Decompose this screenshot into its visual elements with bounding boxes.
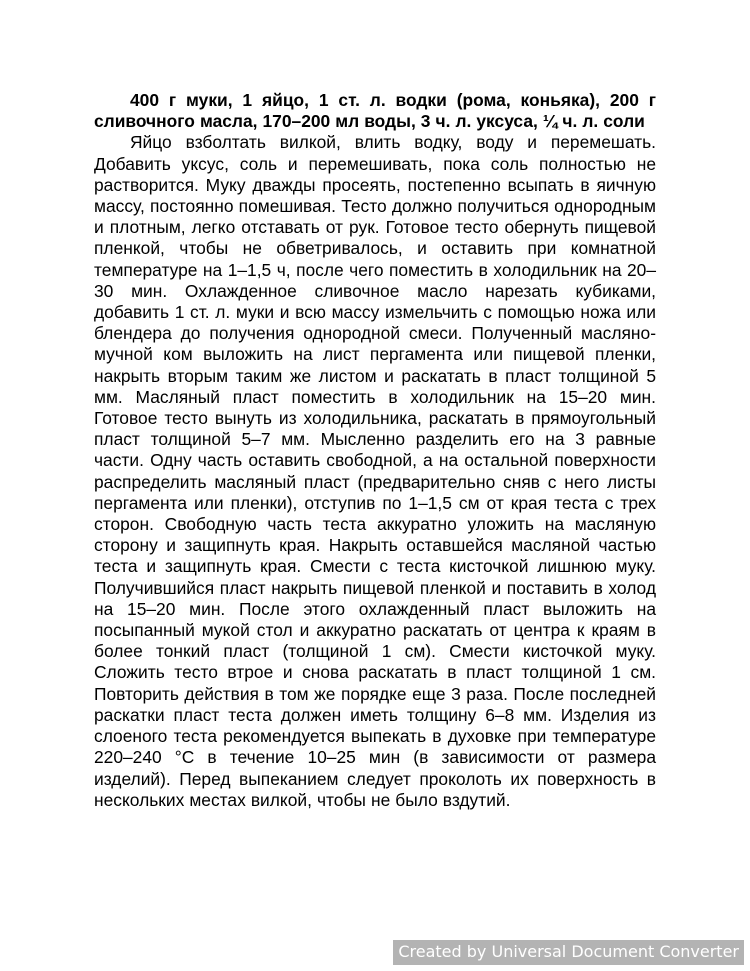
converter-watermark: Created by Universal Document Converter — [393, 940, 744, 965]
instructions-paragraph: Яйцо взболтать вилкой, влить водку, воду и перемешать. Добавить уксус, соль и перемешивать, пока соль полностью не растворится. Муку дважды просеять, постепенно всыпать в яичную массу, постоянно помешивая. Тесто должно получиться однородным и плотным, легко отставать от рук. Готовое тесто обернуть пищевой пленкой, чтобы не обветривалось, и оставить при комнатной температуре на 1–1,5 ч, после чего поместить в холодильник на 20–30 мин. Охлажденное сливочное масло нарезать кубиками, добавить 1 ст. л. муки и всю массу измельчить с помощью ножа или блендера до получения однородной смеси. Полученный масляно-мучной ком выложить на лист пергамента или пищевой пленки, накрыть вторым таким же листом и раскатать в пласт толщиной 5 мм. Масляный пласт поместить в холодильник на 15–20 мин. Готовое тесто вынуть из холодильника, раскатать в прямоугольный пласт толщиной 5–7 мм. Мысленно разделить его на 3 равные части. Одну часть оставить свободной, а на остальной поверхности распределить масляный пласт (предварительно сняв с него листы пергамента или пленки), отступив по 1–1,5 см от края теста с трех сторон. Свободную часть теста аккуратно уложить на масляную сторону и защипнуть края. Накрыть оставшейся масляной частью теста и защипнуть края. Смести с теста кисточкой лишнюю муку. Получившийся пласт накрыть пищевой пленкой и поставить в холод на 15–20 мин. После этого охлажденный пласт выложить на посыпанный мукой стол и аккуратно раскатать от центра к краям в более тонкий пласт (толщиной 1 см). Смести кисточкой муку. Сложить тесто втрое и снова раскатать в пласт толщиной 1 см. Повторить действия в том же порядке еще 3 раза. После последней раскатки пласт теста должен иметь толщину 6–8 мм. Изделия из слоеного теста рекомендуется выпекать в духовке при температуре 220–240 °С в течение 10–25 мин (в зависимости от размера изделий). Перед выпеканием следует проколоть их поверхность в нескольких местах вилкой, чтобы не было вздутий. — [94, 132, 656, 810]
ingredients-paragraph: 400 г муки, 1 яйцо, 1 ст. л. водки (рома, коньяка), 200 г сливочного масла, 170–200 мл воды, 3 ч. л. уксуса, ¼ ч. л. соли — [94, 90, 656, 132]
recipe-text-block — [94, 90, 656, 811]
